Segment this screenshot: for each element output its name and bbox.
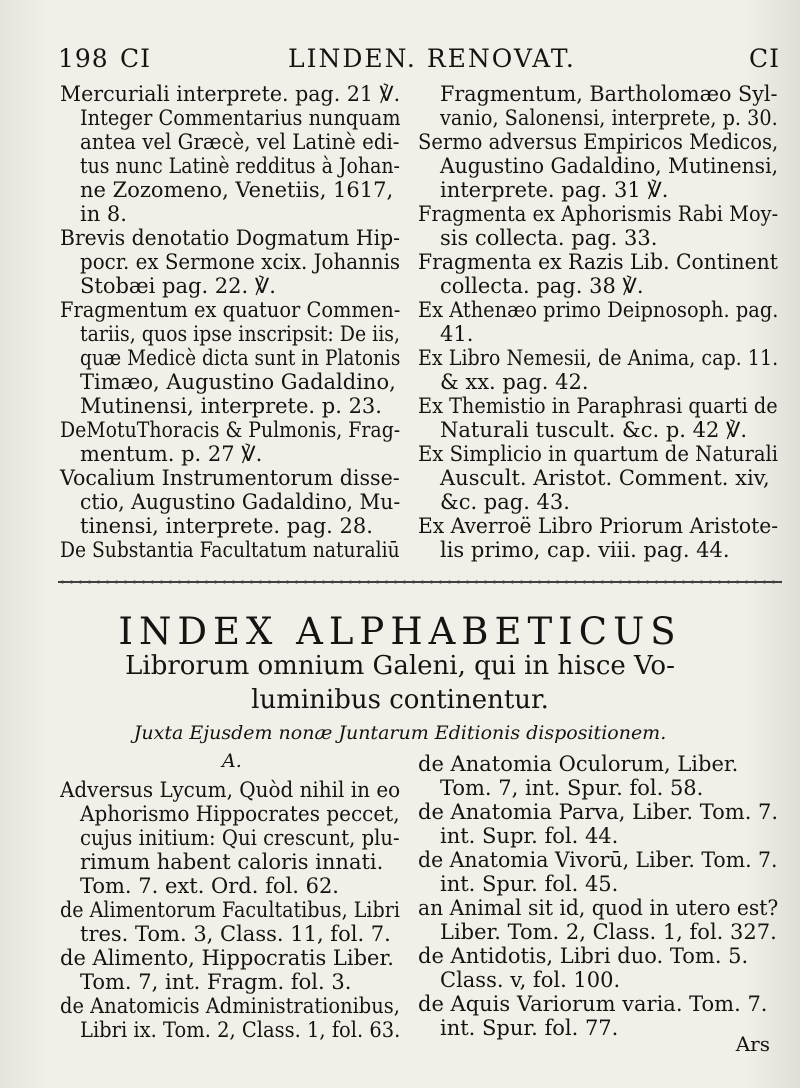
- text-line: &c. pag. 43.: [440, 490, 570, 514]
- text-line: Augustino Gadaldino, Mutinensi,: [440, 154, 779, 178]
- index-entry-line: Class. v, fol. 100.: [440, 968, 621, 992]
- text-line: Timæo, Augustino Gadaldino,: [80, 370, 396, 394]
- catchword: Ars: [735, 1032, 770, 1056]
- text-line: pocr. ex Sermone xcix. Johannis: [80, 250, 401, 274]
- text-line: Integer Commentarius nunquam: [80, 106, 401, 130]
- text-line: Ex Themistio in Paraphrasi quarti de: [418, 394, 778, 418]
- index-entry-line: Adversus Lycum, Quòd nihil in eo: [60, 778, 401, 802]
- index-entry-line: de Anatomia Vivorū, Liber. Tom. 7.: [418, 848, 778, 872]
- text-line: Fragmentum, Bartholomæo Syl-: [440, 82, 778, 106]
- ornamental-divider: [58, 574, 782, 590]
- text-line: lis primo, cap. viii. pag. 44.: [440, 538, 730, 562]
- text-line: Ex Libro Nemesii, de Anima, cap. 11.: [418, 346, 779, 370]
- text-line: Ex Simplicio in quartum de Naturali: [418, 442, 779, 466]
- text-line: Stobæi pag. 22. ℣.: [80, 274, 276, 298]
- text-line: ne Zozomeno, Venetiis, 1617,: [80, 178, 394, 202]
- index-entry-line: Liber. Tom. 2, Class. 1, fol. 327.: [440, 920, 777, 944]
- index-entry-line: de Alimentorum Facultatibus, Libri: [60, 898, 400, 922]
- text-line: Ex Athenæo primo Deipnosoph. pag.: [418, 298, 779, 322]
- index-entry-line: Tom. 7. ext. Ord. fol. 62.: [80, 874, 339, 898]
- text-line: antea vel Græcè, vel Latinè edi-: [80, 130, 400, 154]
- text-line: mentum. p. 27 ℣.: [80, 442, 263, 466]
- text-line: Vocalium Instrumentorum disse-: [60, 466, 400, 490]
- index-entry-line: int. Spur. fol. 77.: [440, 1016, 619, 1040]
- section-letter: A.: [222, 750, 242, 772]
- index-entry-line: tres. Tom. 3, Class. 11, fol. 7.: [80, 922, 391, 946]
- index-entry-line: Aphorismo Hippocrates peccet,: [80, 802, 400, 826]
- index-entry-line: de Antidotis, Libri duo. Tom. 5.: [418, 944, 749, 968]
- index-entry-line: an Animal sit id, quod in utero est?: [418, 896, 779, 920]
- text-line: tinensi, interprete. pag. 28.: [80, 514, 373, 538]
- text-line: Fragmentum ex quatuor Commen-: [60, 298, 401, 322]
- index-entry-line: de Alimento, Hippocratis Liber.: [60, 946, 394, 970]
- text-line: interprete. pag. 31 ℣.: [440, 178, 669, 202]
- text-line: Ex Averroë Libro Priorum Aristote-: [418, 514, 779, 538]
- text-line: & xx. pag. 42.: [440, 370, 589, 394]
- text-line: Fragmenta ex Aphorismis Rabi Moy-: [418, 202, 779, 226]
- text-line: Fragmenta ex Razis Lib. Continent: [418, 250, 778, 274]
- index-entry-line: rimum habent caloris innati.: [80, 850, 384, 874]
- index-subtitle-line2: luminibus continentur.: [251, 685, 549, 715]
- text-line: tariis, quos ipse inscripsit: De iis,: [80, 322, 400, 346]
- text-line: Naturali tuscult. &c. p. 42 ℣.: [440, 418, 748, 442]
- index-subtitle-line1: Librorum omnium Galeni, qui in hisce Vo-: [125, 651, 675, 681]
- running-header: [58, 44, 780, 78]
- page-number: 198: [58, 44, 109, 73]
- index-title: INDEX ALPHABETICUS: [118, 610, 682, 653]
- index-entry-line: int. Spur. fol. 45.: [440, 872, 619, 896]
- text-line: DeMotuThoracis & Pulmonis, Frag-: [60, 418, 401, 442]
- text-line: 41.: [440, 322, 474, 346]
- text-line: tus nunc Latinè redditus à Johan-: [80, 154, 400, 178]
- index-entry-line: int. Supr. fol. 44.: [440, 824, 619, 848]
- text-line: in 8.: [80, 202, 127, 226]
- text-line: ctio, Augustino Gadaldino, Mu-: [80, 490, 401, 514]
- index-entry-line: Libri ix. Tom. 2, Class. 1, fol. 63.: [80, 1018, 401, 1042]
- text-line: Brevis denotatio Dogmatum Hip-: [60, 226, 401, 250]
- running-title: LINDEN. RENOVAT.: [288, 44, 576, 73]
- index-entry-line: de Anatomicis Administrationibus,: [60, 994, 400, 1018]
- index-entry-line: de Aquis Variorum varia. Tom. 7.: [418, 992, 768, 1016]
- text-line: collecta. pag. 38 ℣.: [440, 274, 644, 298]
- signature-mark: CI: [120, 44, 152, 73]
- text-line: vanio, Salonensi, interprete, p. 30.: [440, 106, 778, 130]
- text-line: Sermo adversus Empiricos Medicos,: [418, 130, 779, 154]
- index-entry-line: Tom. 7, int. Spur. fol. 58.: [440, 776, 704, 800]
- text-line: De Substantia Facultatum naturaliū: [60, 538, 400, 562]
- text-line: Auscult. Aristot. Comment. xiv,: [440, 466, 770, 490]
- header-right-mark: CI: [748, 44, 780, 73]
- text-line: Mercuriali interprete. pag. 21 ℣.: [60, 82, 401, 106]
- index-entry-line: de Anatomia Parva, Liber. Tom. 7.: [418, 800, 779, 824]
- index-entry-line: Tom. 7, int. Fragm. fol. 3.: [80, 970, 352, 994]
- index-subtitle-line3: Juxta Ejusdem nonæ Juntarum Editionis dispositionem.: [133, 722, 667, 744]
- index-entry-line: de Anatomia Oculorum, Liber.: [418, 752, 739, 776]
- text-line: quæ Medicè dicta sunt in Platonis: [80, 346, 401, 370]
- text-line: sis collecta. pag. 33.: [440, 226, 658, 250]
- text-line: Mutinensi, interprete. p. 23.: [80, 394, 382, 418]
- index-entry-line: cujus initium: Qui crescunt, plu-: [80, 826, 400, 850]
